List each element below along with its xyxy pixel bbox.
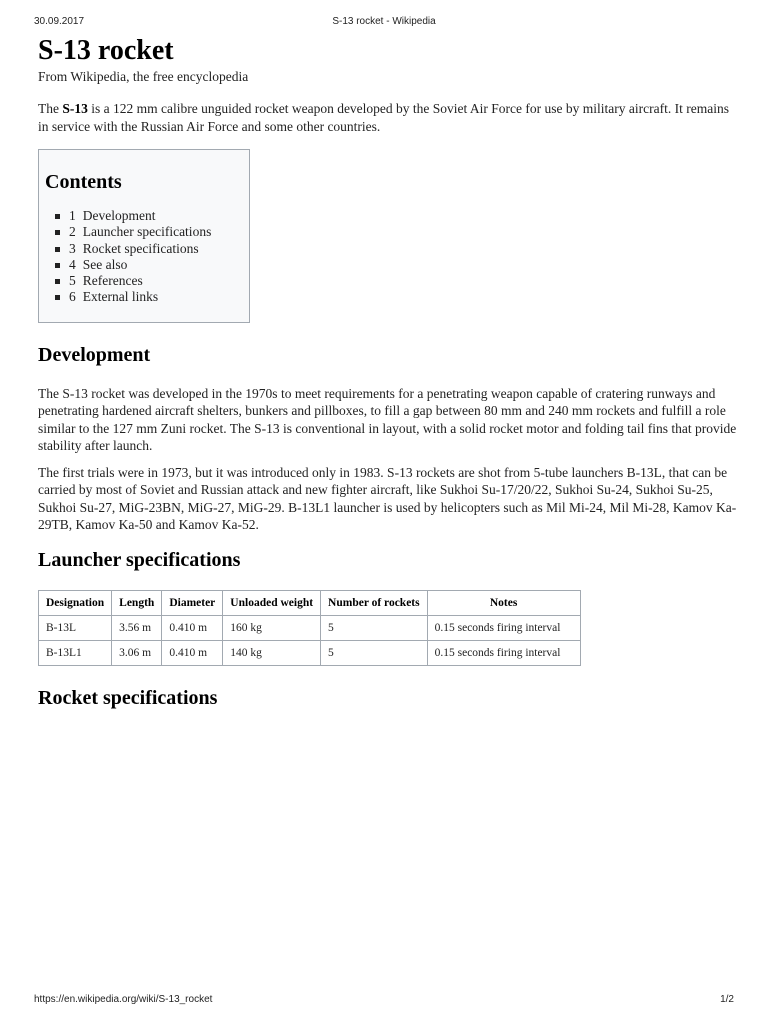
toc-item-references[interactable]: [69, 273, 243, 289]
toc-item-label[interactable]: External links: [82, 289, 159, 305]
development-paragraph-1: The S-13 rocket was developed in the 1970s to meet requirements for a penetrating weapon capable of cratering runways and penetrating hardened aircraft shelters, bunkers and pillboxes, to fill a gap between 80 mm and 240 mm rockets and fulfill a role similar to the 127 mm Zuni rocket. The S-13 is conventional in layout, with a solid rocket motor and folding tail fins that provide stability after launch.: [38, 385, 737, 454]
toc-item-label[interactable]: Development: [82, 208, 156, 223]
print-footer: [34, 994, 734, 1008]
print-window-title: S-13 rocket - Wikipedia: [332, 16, 436, 27]
toc-item-number: 2: [69, 224, 76, 240]
development-heading: Development: [38, 343, 151, 366]
print-page-number: 1/2: [720, 994, 734, 1005]
column-header: Unloaded weight: [223, 590, 321, 615]
table-header-row: [39, 590, 581, 615]
table-cell: 0.410 m: [162, 615, 223, 640]
print-date: 30.09.2017: [34, 16, 85, 27]
intro-post: is a 122 mm calibre unguided rocket weapon developed by the Soviet Air Force for use by military aircraft. It remains in service with the Russian Air Force and some other countries.: [38, 101, 729, 134]
column-header: Diameter: [162, 590, 223, 615]
launcher-specifications-heading: Launcher specifications: [38, 548, 241, 571]
column-header: Length: [112, 590, 162, 615]
table-row: [39, 615, 581, 640]
table-cell: 0.15 seconds firing interval: [427, 640, 580, 665]
toc-item-number: 5: [69, 273, 76, 289]
table-cell: 0.15 seconds firing interval: [427, 615, 580, 640]
article-content: [38, 34, 738, 726]
toc-item-label[interactable]: References: [82, 273, 143, 289]
table-row: [39, 640, 581, 665]
toc-item-label[interactable]: Rocket specifications: [82, 240, 199, 256]
toc-list: [45, 208, 243, 306]
column-header: Number of rockets: [321, 590, 428, 615]
print-header: [34, 16, 734, 30]
rocket-specifications-heading: Rocket specifications: [38, 686, 218, 709]
print-url: https://en.wikipedia.org/wiki/S-13_rocket: [34, 994, 213, 1005]
intro-bold-term: S-13: [62, 101, 88, 116]
table-cell: 0.410 m: [162, 640, 223, 665]
toc-item-number: 1: [69, 208, 76, 223]
page-title: S-13 rocket: [38, 35, 174, 66]
table-of-contents: [38, 149, 250, 323]
toc-item-see-also[interactable]: [69, 257, 243, 273]
toc-item-rocket-specifications[interactable]: [69, 241, 243, 257]
table-cell: 3.56 m: [112, 615, 162, 640]
toc-item-number: 4: [69, 256, 76, 272]
table-cell: 140 kg: [223, 640, 321, 665]
column-header: Designation: [39, 590, 112, 615]
toc-item-number: 3: [69, 240, 76, 256]
toc-item-development[interactable]: [69, 208, 243, 224]
intro-pre: The: [38, 101, 63, 116]
development-paragraph-2: The first trials were in 1973, but it was introduced only in 1983. S-13 rockets are shot from 5-tube launchers B-13L, that can be carried by most of Soviet and Russian attack and new fighter aircraft, like Sukhoi Su-17/20/22, Sukhoi Su-24, Sukhoi Su-25, Sukhoi Su-27, MiG-23BN, MiG-27, MiG-29. B-13L1 launcher is used by helicopters such as Mil Mi-24, Mil Mi-28, Kamov Ka-29TB, Kamov Ka-50 and Kamov Ka-52.: [38, 464, 737, 533]
toc-item-external-links[interactable]: [69, 289, 243, 305]
table-cell: 3.06 m: [112, 640, 162, 665]
launcher-spec-table: [38, 590, 581, 666]
intro-paragraph: [38, 100, 738, 135]
toc-title: Contents: [45, 171, 122, 193]
toc-item-label[interactable]: See also: [82, 256, 128, 272]
table-cell: 160 kg: [223, 615, 321, 640]
column-header: Notes: [427, 590, 580, 615]
table-cell: B-13L1: [39, 640, 112, 665]
toc-item-number: 6: [69, 289, 76, 305]
table-cell: 5: [321, 615, 428, 640]
toc-item-launcher-specifications[interactable]: [69, 224, 243, 240]
toc-item-label[interactable]: Launcher specifications: [82, 224, 212, 240]
table-cell: 5: [321, 640, 428, 665]
article-tagline: From Wikipedia, the free encyclopedia: [38, 69, 249, 84]
table-cell: B-13L: [39, 615, 112, 640]
